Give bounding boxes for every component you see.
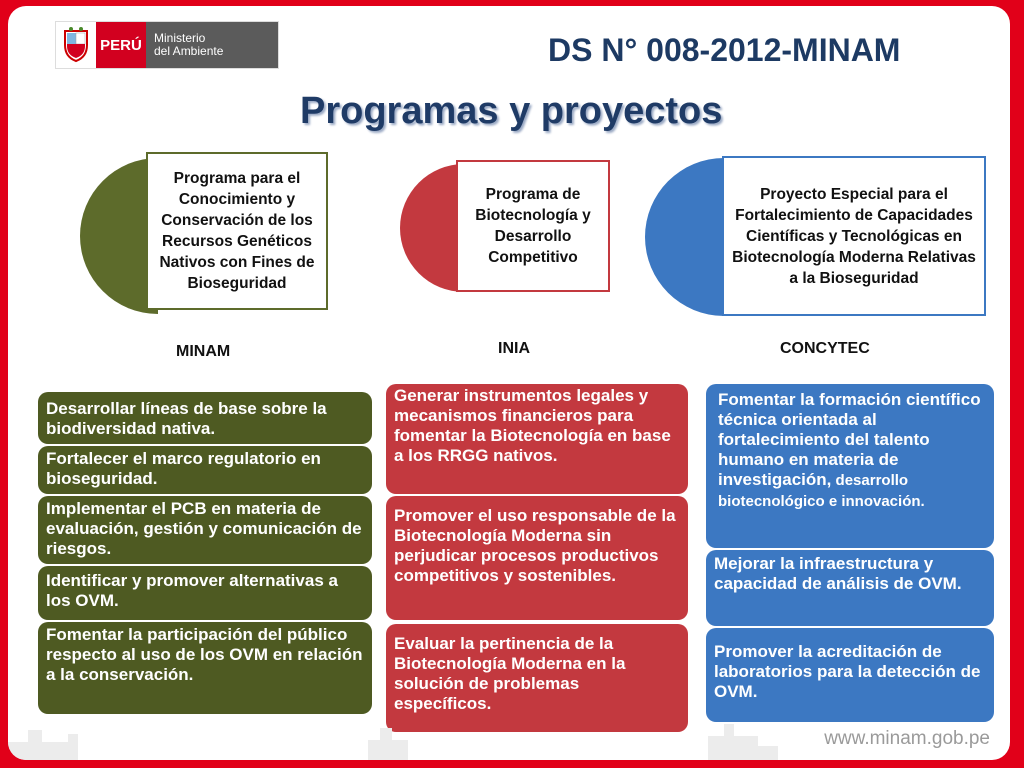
minam-item-5: Fomentar la participación del público respecto al uso de los OVM en relación a la conservación. <box>38 622 372 714</box>
org-label-inia: INIA <box>498 340 530 357</box>
blue-half-circle <box>644 158 734 316</box>
page-title: Programas y proyectos <box>300 90 723 132</box>
concytec-item-3: Promover la acreditación de laboratorios para la detección de OVM. <box>706 628 994 722</box>
concytec-item-2: Mejorar la infraestructura y capacidad de análisis de OVM. <box>706 550 994 626</box>
concytec-item-1-small: desarrollo biotecnológico e innovación. <box>718 472 925 510</box>
program-box-minam: Programa para el Conocimiento y Conservación de los Recursos Genéticos Nativos con Fines de Bioseguridad <box>146 152 328 310</box>
coat-of-arms-icon <box>56 22 96 68</box>
logo-country: PERÚ <box>96 22 146 68</box>
minam-item-1: Desarrollar líneas de base sobre la biodiversidad nativa. <box>38 392 372 444</box>
org-label-concytec: CONCYTEC <box>780 340 870 357</box>
inia-item-3: Evaluar la pertinencia de la Biotecnología Moderna en la solución de problemas específicos. <box>386 624 688 732</box>
slide <box>8 6 1010 760</box>
concytec-item-1 <box>706 384 994 548</box>
logo-ministry <box>146 22 278 68</box>
ministry-logo <box>56 22 278 68</box>
minam-item-3: Implementar el PCB en materia de evaluación, gestión y comunicación de riesgos. <box>38 496 372 564</box>
minam-item-2: Fortalecer el marco regulatorio en bioseguridad. <box>38 446 372 494</box>
program-box-concytec: Proyecto Especial para el Fortalecimiento de Capacidades Científicas y Tecnológicas en Biotecnología Moderna Relativas a la Bioseguridad <box>722 156 986 316</box>
logo-ministry-line2: del Ambiente <box>154 44 224 58</box>
minam-item-4: Identificar y promover alternativas a los OVM. <box>38 566 372 620</box>
concytec-item-1-main: Fomentar la formación científico técnica orientada al fortalecimiento del talento humano en materia de investigación, <box>718 390 981 489</box>
inia-item-1: Generar instrumentos legales y mecanismos financieros para fomentar la Biotecnología en base a los RRGG nativos. <box>386 384 688 494</box>
decree-number: DS N° 008-2012-MINAM <box>548 32 901 68</box>
inia-item-2: Promover el uso responsable de la Biotecnología Moderna sin perjudicar procesos productivos competitivos y sostenibles. <box>386 496 688 620</box>
program-box-inia: Programa de Biotecnología y Desarrollo Competitivo <box>456 160 610 292</box>
website-url: www.minam.gob.pe <box>824 728 990 749</box>
org-label-minam: MINAM <box>176 343 231 360</box>
logo-ministry-line1: Ministerio <box>154 31 206 45</box>
